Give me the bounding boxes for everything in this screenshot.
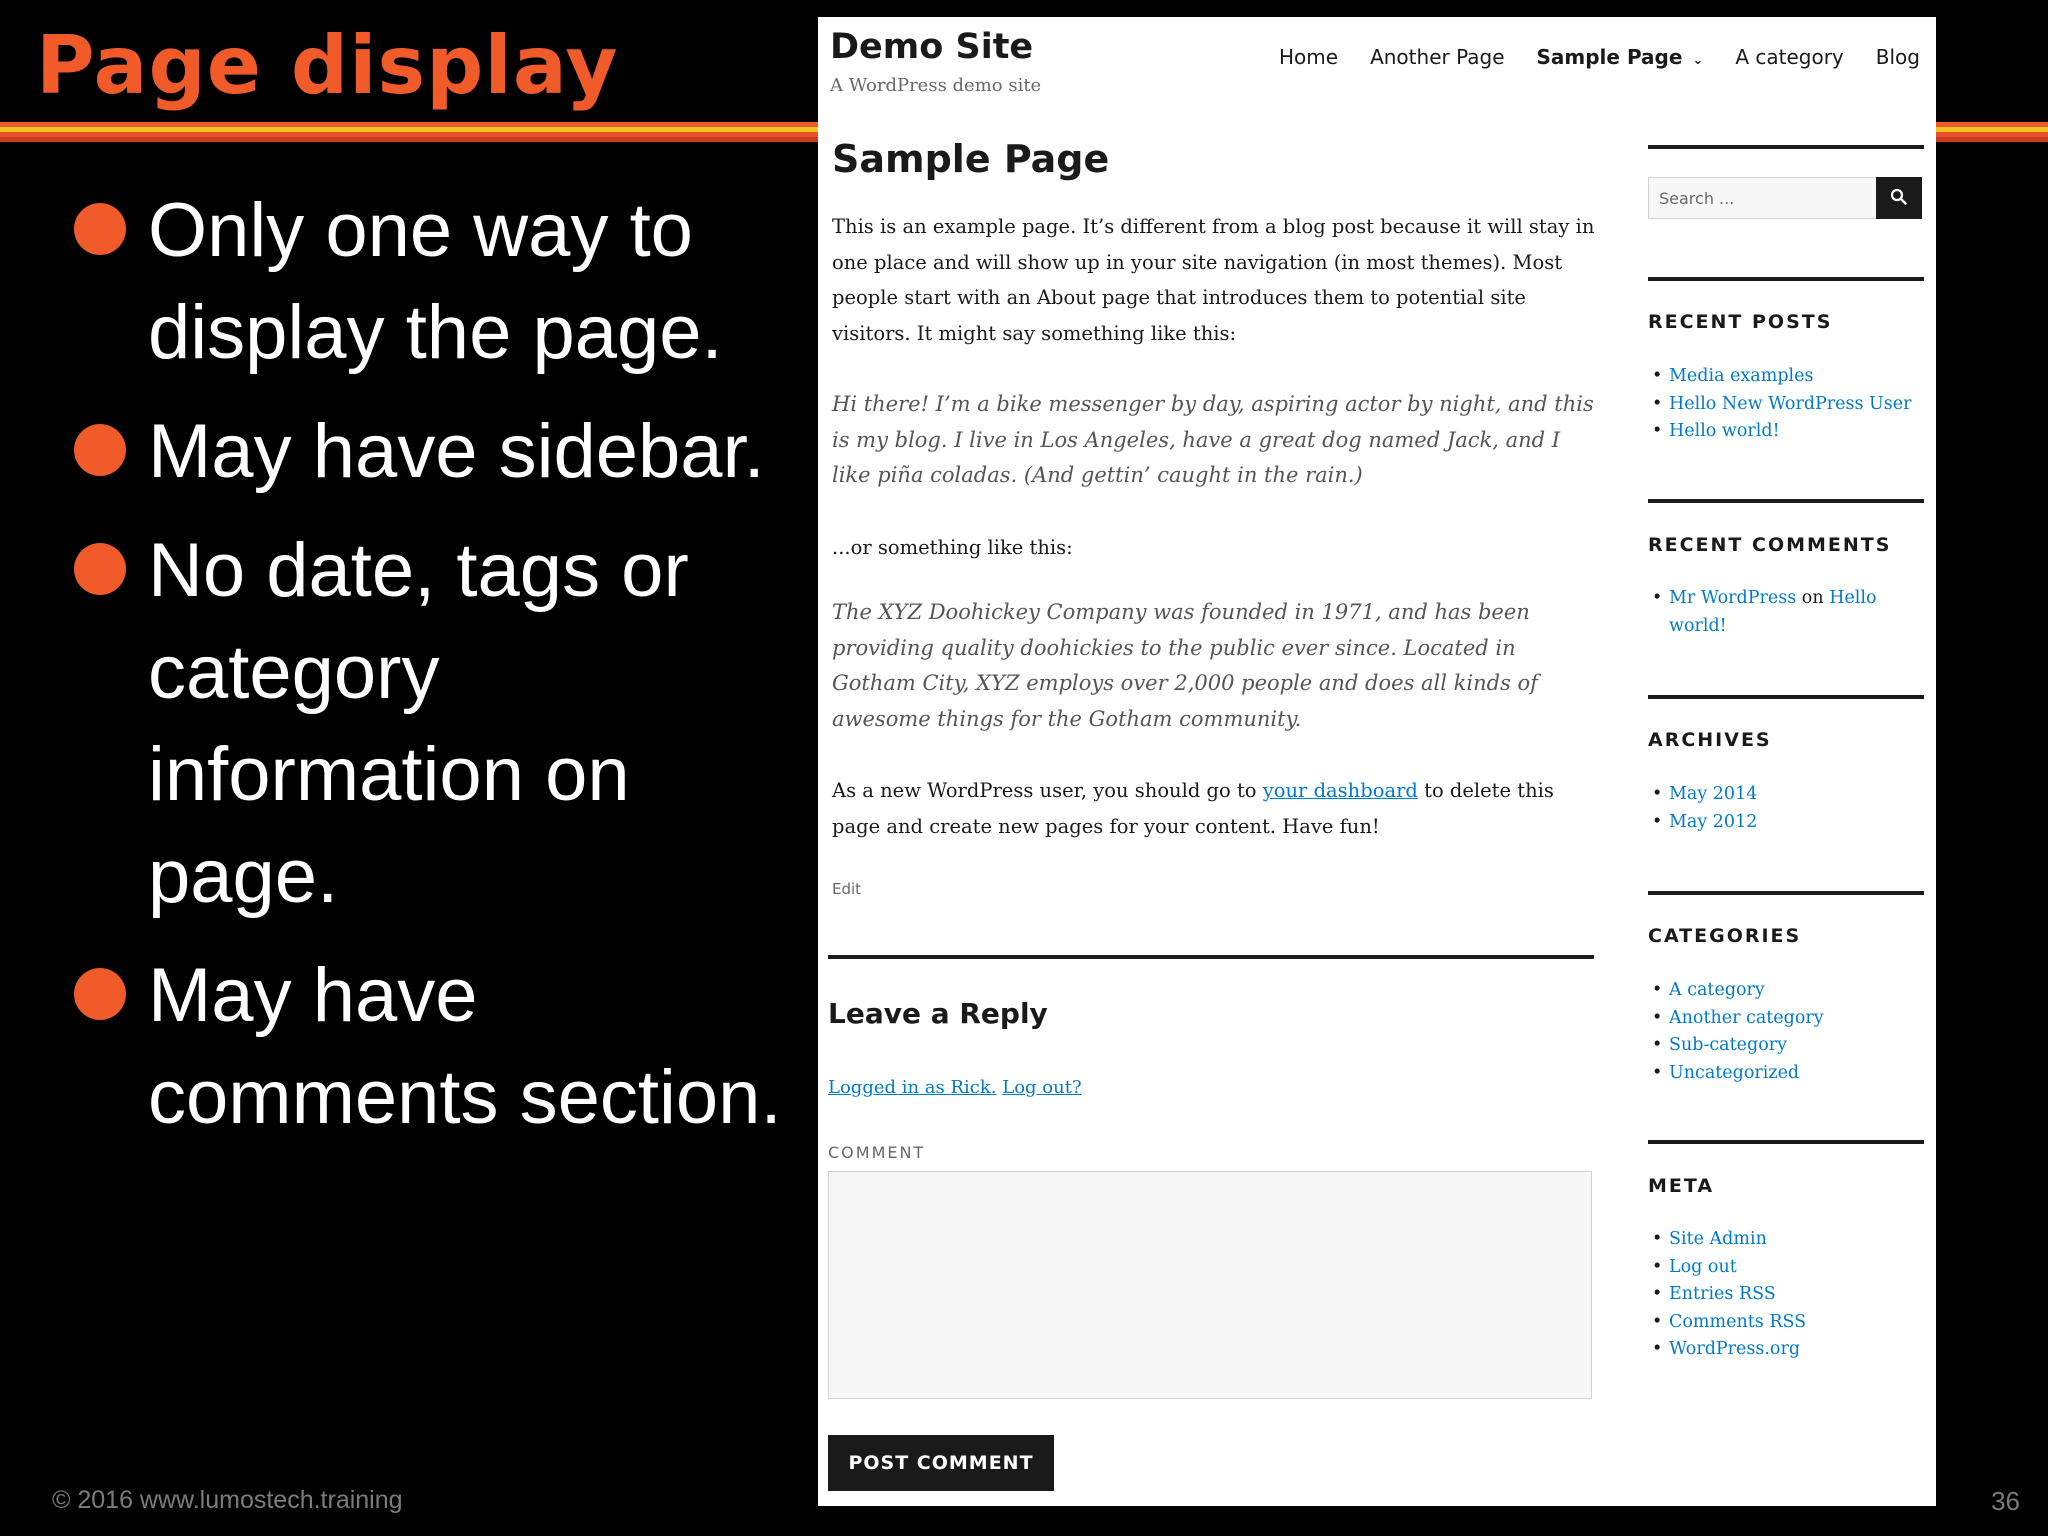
chevron-down-icon: ⌄ — [1692, 53, 1704, 68]
sidebar — [1648, 17, 1924, 1506]
logged-in-link[interactable]: Logged in as Rick. — [828, 1077, 997, 1098]
bullet-dot-icon — [74, 968, 126, 1020]
divider — [1648, 1140, 1924, 1144]
divider — [1648, 145, 1924, 149]
reply-title: Leave a Reply — [828, 997, 1048, 1030]
page-content — [832, 137, 1602, 898]
nav-item-home[interactable]: Home — [1279, 45, 1339, 69]
nav-item-a-category[interactable]: A category — [1735, 45, 1844, 69]
recent-posts-list — [1648, 363, 1918, 446]
bullet-item: Only one way to display the page. — [72, 180, 792, 384]
divider — [828, 955, 1594, 959]
categories-title: CATEGORIES — [1648, 925, 1802, 947]
bullet-dot-icon — [74, 543, 126, 595]
search-icon — [1889, 187, 1909, 207]
comment-post-link[interactable]: Hello world! — [1669, 588, 1877, 636]
archive-link[interactable]: • May 2012 — [1648, 809, 1918, 837]
search-button[interactable] — [1876, 177, 1922, 219]
page-quote-1: Hi there! I’m a bike messenger by day, aspiring actor by night, and this is my blog. I live in Los Angeles, have a great dog named Jack, and I like piña coladas. (And gettin’ caught in the rain.) — [832, 392, 1594, 487]
page-intro: This is an example page. It’s different from a blog post because it will stay in one place and will show up in your site navigation (in most themes). Most people start with an About page that introduces them to potential site visitors. It might say something like this: — [832, 215, 1595, 345]
archives-list — [1648, 781, 1918, 836]
recent-comment-item: • Mr WordPress on Hello world! — [1648, 585, 1918, 640]
meta-link[interactable]: • Entries RSS — [1648, 1281, 1918, 1309]
divider — [1648, 277, 1924, 281]
archive-link[interactable]: • May 2014 — [1648, 781, 1918, 809]
recent-comments-list — [1648, 585, 1918, 640]
recent-posts-title: RECENT POSTS — [1648, 311, 1833, 333]
slide-title: Page display — [36, 19, 619, 112]
comment-author-link[interactable]: Mr WordPress — [1669, 588, 1797, 608]
logged-in-line — [828, 1077, 1082, 1098]
search-input[interactable]: Search ... — [1648, 177, 1878, 219]
page-quote-2: The XYZ Doohickey Company was founded in 1971, and has been providing quality doohickies to the public ever since. Located in Gotham City, XYZ employs over 2,000 people and does all kinds of awesome things for the Gotham community. — [832, 600, 1538, 731]
meta-link[interactable]: • Log out — [1648, 1254, 1918, 1282]
categories-list — [1648, 977, 1918, 1087]
comment-textarea[interactable] — [828, 1171, 1592, 1399]
dashboard-link[interactable]: your dashboard — [1262, 779, 1418, 802]
recent-post-link[interactable]: • Hello world! — [1648, 418, 1918, 446]
page-final-paragraph: As a new WordPress user, you should go to your dashboard to delete this page and create new pages for your content. Have fun! — [832, 779, 1554, 838]
category-link[interactable]: • A category — [1648, 977, 1918, 1005]
bullet-list — [72, 180, 792, 1166]
category-link[interactable]: • Another category — [1648, 1005, 1918, 1033]
recent-post-link[interactable]: • Hello New WordPress User — [1648, 391, 1918, 419]
archives-title: ARCHIVES — [1648, 729, 1772, 751]
comment-label: COMMENT — [828, 1143, 926, 1162]
nav-item-blog[interactable]: Blog — [1875, 45, 1920, 69]
page-or-text: ...or something like this: — [832, 535, 1073, 559]
divider — [1648, 891, 1924, 895]
slide-footer: © 2016 www.lumostech.training — [52, 1486, 403, 1514]
category-link[interactable]: • Sub-category — [1648, 1032, 1918, 1060]
bullet-item: May have comments section. — [72, 945, 792, 1149]
log-out-link[interactable]: Log out? — [1002, 1077, 1082, 1098]
bullet-item: May have sidebar. — [72, 401, 792, 503]
wordpress-screenshot — [818, 17, 1936, 1506]
category-link[interactable]: • Uncategorized — [1648, 1060, 1918, 1088]
bullet-item: No date, tags or category information on page. — [72, 520, 792, 928]
nav-item-sample-page[interactable]: Sample Page ⌄ — [1536, 45, 1704, 69]
recent-post-link[interactable]: • Media examples — [1648, 363, 1918, 391]
bullet-dot-icon — [74, 203, 126, 255]
edit-link[interactable]: Edit — [832, 880, 862, 898]
divider — [1648, 695, 1924, 699]
site-tagline: A WordPress demo site — [830, 75, 1042, 96]
page-title: Sample Page — [832, 137, 1110, 181]
meta-link[interactable]: • WordPress.org — [1648, 1336, 1918, 1364]
meta-title: META — [1648, 1175, 1715, 1197]
nav-item-another-page[interactable]: Another Page — [1370, 45, 1505, 69]
post-comment-button[interactable]: POST COMMENT — [828, 1435, 1054, 1491]
meta-list — [1648, 1226, 1918, 1364]
recent-comments-title: RECENT COMMENTS — [1648, 534, 1892, 556]
meta-link[interactable]: • Comments RSS — [1648, 1309, 1918, 1337]
bullet-dot-icon — [74, 424, 126, 476]
site-title[interactable]: Demo Site — [830, 27, 1034, 67]
divider — [1648, 499, 1924, 503]
meta-link[interactable]: • Site Admin — [1648, 1226, 1918, 1254]
slide-page-number: 36 — [1991, 1486, 2020, 1516]
